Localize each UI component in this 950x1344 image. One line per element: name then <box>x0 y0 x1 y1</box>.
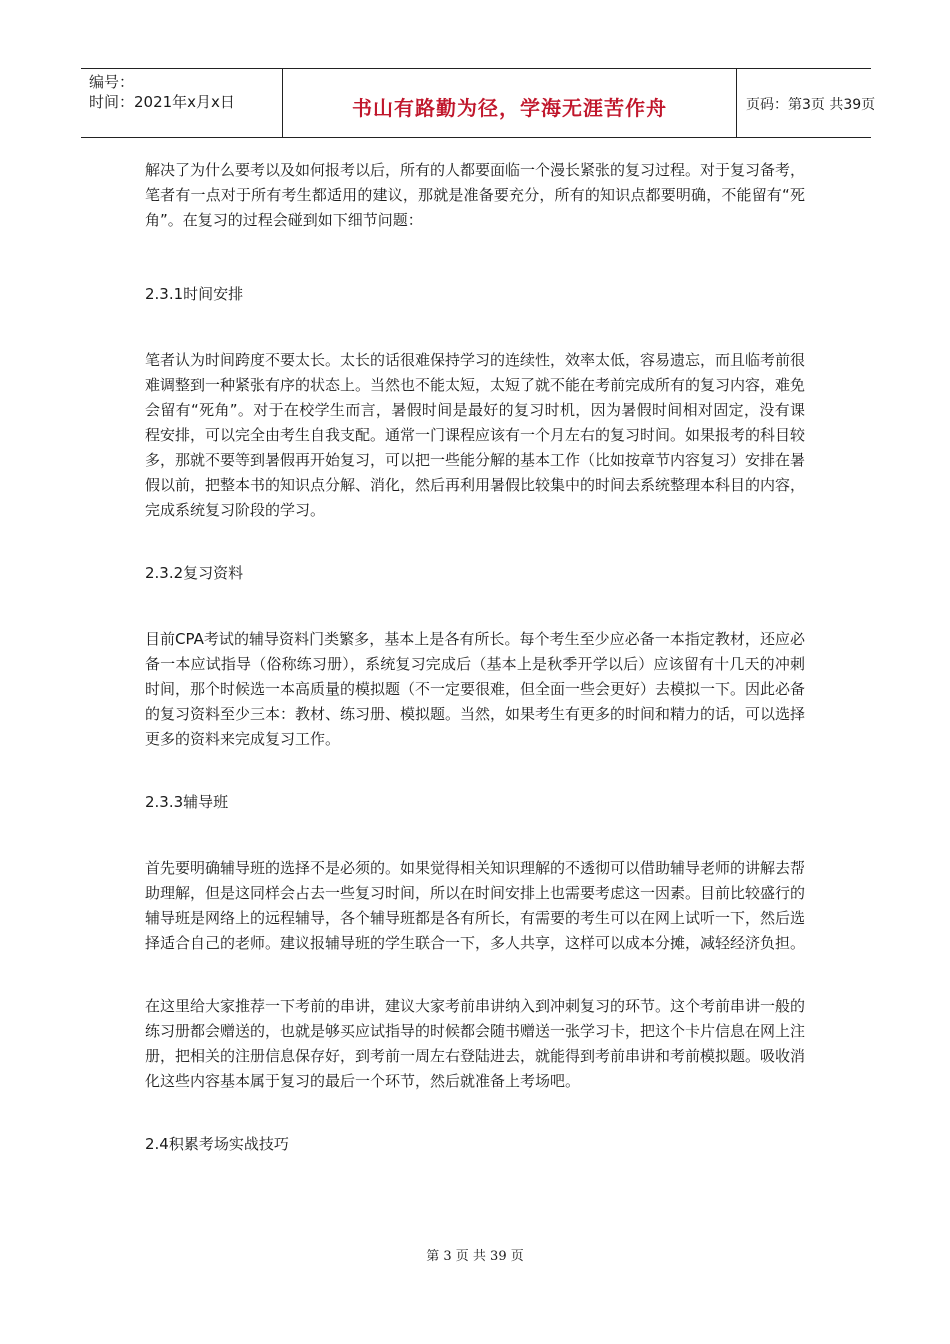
document-number-label: 编号： <box>89 73 135 91</box>
section-heading-2-3-2: 2.3.2复习资料 <box>145 564 244 582</box>
section-heading-2-3-1: 2.3.1时间安排 <box>145 285 244 303</box>
header-left-cell <box>81 69 282 137</box>
paragraph-time-schedule: 笔者认为时间跨度不要太长。太长的话很难保持学习的连续性，效率太低，容易遗忘，而且临考前很难调整到一种紧张有序的状态上。当然也不能太短，太短了就不能在考前完成所有的复习内容，难免会留有“死角”。对于在校学生而言，暑假时间是最好的复习时机，因为暑假时间相对固定，没有课程安排，可以完全由考生自我支配。通常一门课程应该有一个月左右的复习时间。如果报考的科目较多，那就不要等到暑假再开始复习，可以把一些能分解的基本工作（比如按章节内容复习）安排在暑假以前，把整本书的知识点分解、消化，然后再利用暑假比较集中的时间去系统整理本科目的内容，完成系统复习阶段的学习。 <box>145 351 806 519</box>
header-motto: 书山有路勤为径，学海无涯苦作舟 <box>352 96 667 120</box>
page-header <box>81 68 876 138</box>
paragraph-pre-exam-review: 在这里给大家推荐一下考前的串讲，建议大家考前串讲纳入到冲刺复习的环节。这个考前串讲一般的练习册都会赠送的，也就是够买应试指导的时候都会随书赠送一张学习卡，把这个卡片信息在网上注册，把相关的注册信息保存好，到考前一周左右登陆进去，就能得到考前串讲和考前模拟题。吸收消化这些内容基本属于复习的最后一个环节，然后就准备上考场吧。 <box>145 997 806 1090</box>
section-heading-2-4: 2.4积累考场实战技巧 <box>145 1135 289 1153</box>
section-heading-2-3-3: 2.3.3辅导班 <box>145 793 229 811</box>
document-date-label: 时间：2021年x月x日 <box>89 93 235 111</box>
header-center-cell <box>282 69 737 137</box>
header-page-info: 页码：第3页 共39页 <box>746 97 876 113</box>
page-footer: 第 3 页 共 39 页 <box>426 1249 524 1264</box>
header-right-cell <box>736 69 876 137</box>
paragraph-tutoring-class: 首先要明确辅导班的选择不是必须的。如果觉得相关知识理解的不透彻可以借助辅导老师的讲解去帮助理解，但是这同样会占去一些复习时间，所以在时间安排上也需要考虑这一因素。目前比较盛行的辅导班是网络上的远程辅导，各个辅导班都是各有所长，有需要的考生可以在网上试听一下，然后选择适合自己的老师。建议报辅导班的学生联合一下，多人共享，这样可以成本分摊，减轻经济负担。 <box>145 859 806 952</box>
document-body <box>145 158 805 1157</box>
intro-paragraph: 解决了为什么要考以及如何报考以后，所有的人都要面临一个漫长紧张的复习过程。对于复习备考，笔者有一点对于所有考生都适用的建议，那就是准备要充分，所有的知识点都要明确，不能留有“死角”。在复习的过程会碰到如下细节问题： <box>145 161 806 229</box>
paragraph-review-materials: 目前CPA考试的辅导资料门类繁多，基本上是各有所长。每个考生至少应必备一本指定教材，还应必备一本应试指导（俗称练习册），系统复习完成后（基本上是秋季开学以后）应该留有十几天的冲刺时间，那个时候选一本高质量的模拟题（不一定要很难，但全面一些会更好）去模拟一下。因此必备的复习资料至少三本：教材、练习册、模拟题。当然，如果考生有更多的时间和精力的话，可以选择更多的资料来完成复习工作。 <box>145 630 806 748</box>
